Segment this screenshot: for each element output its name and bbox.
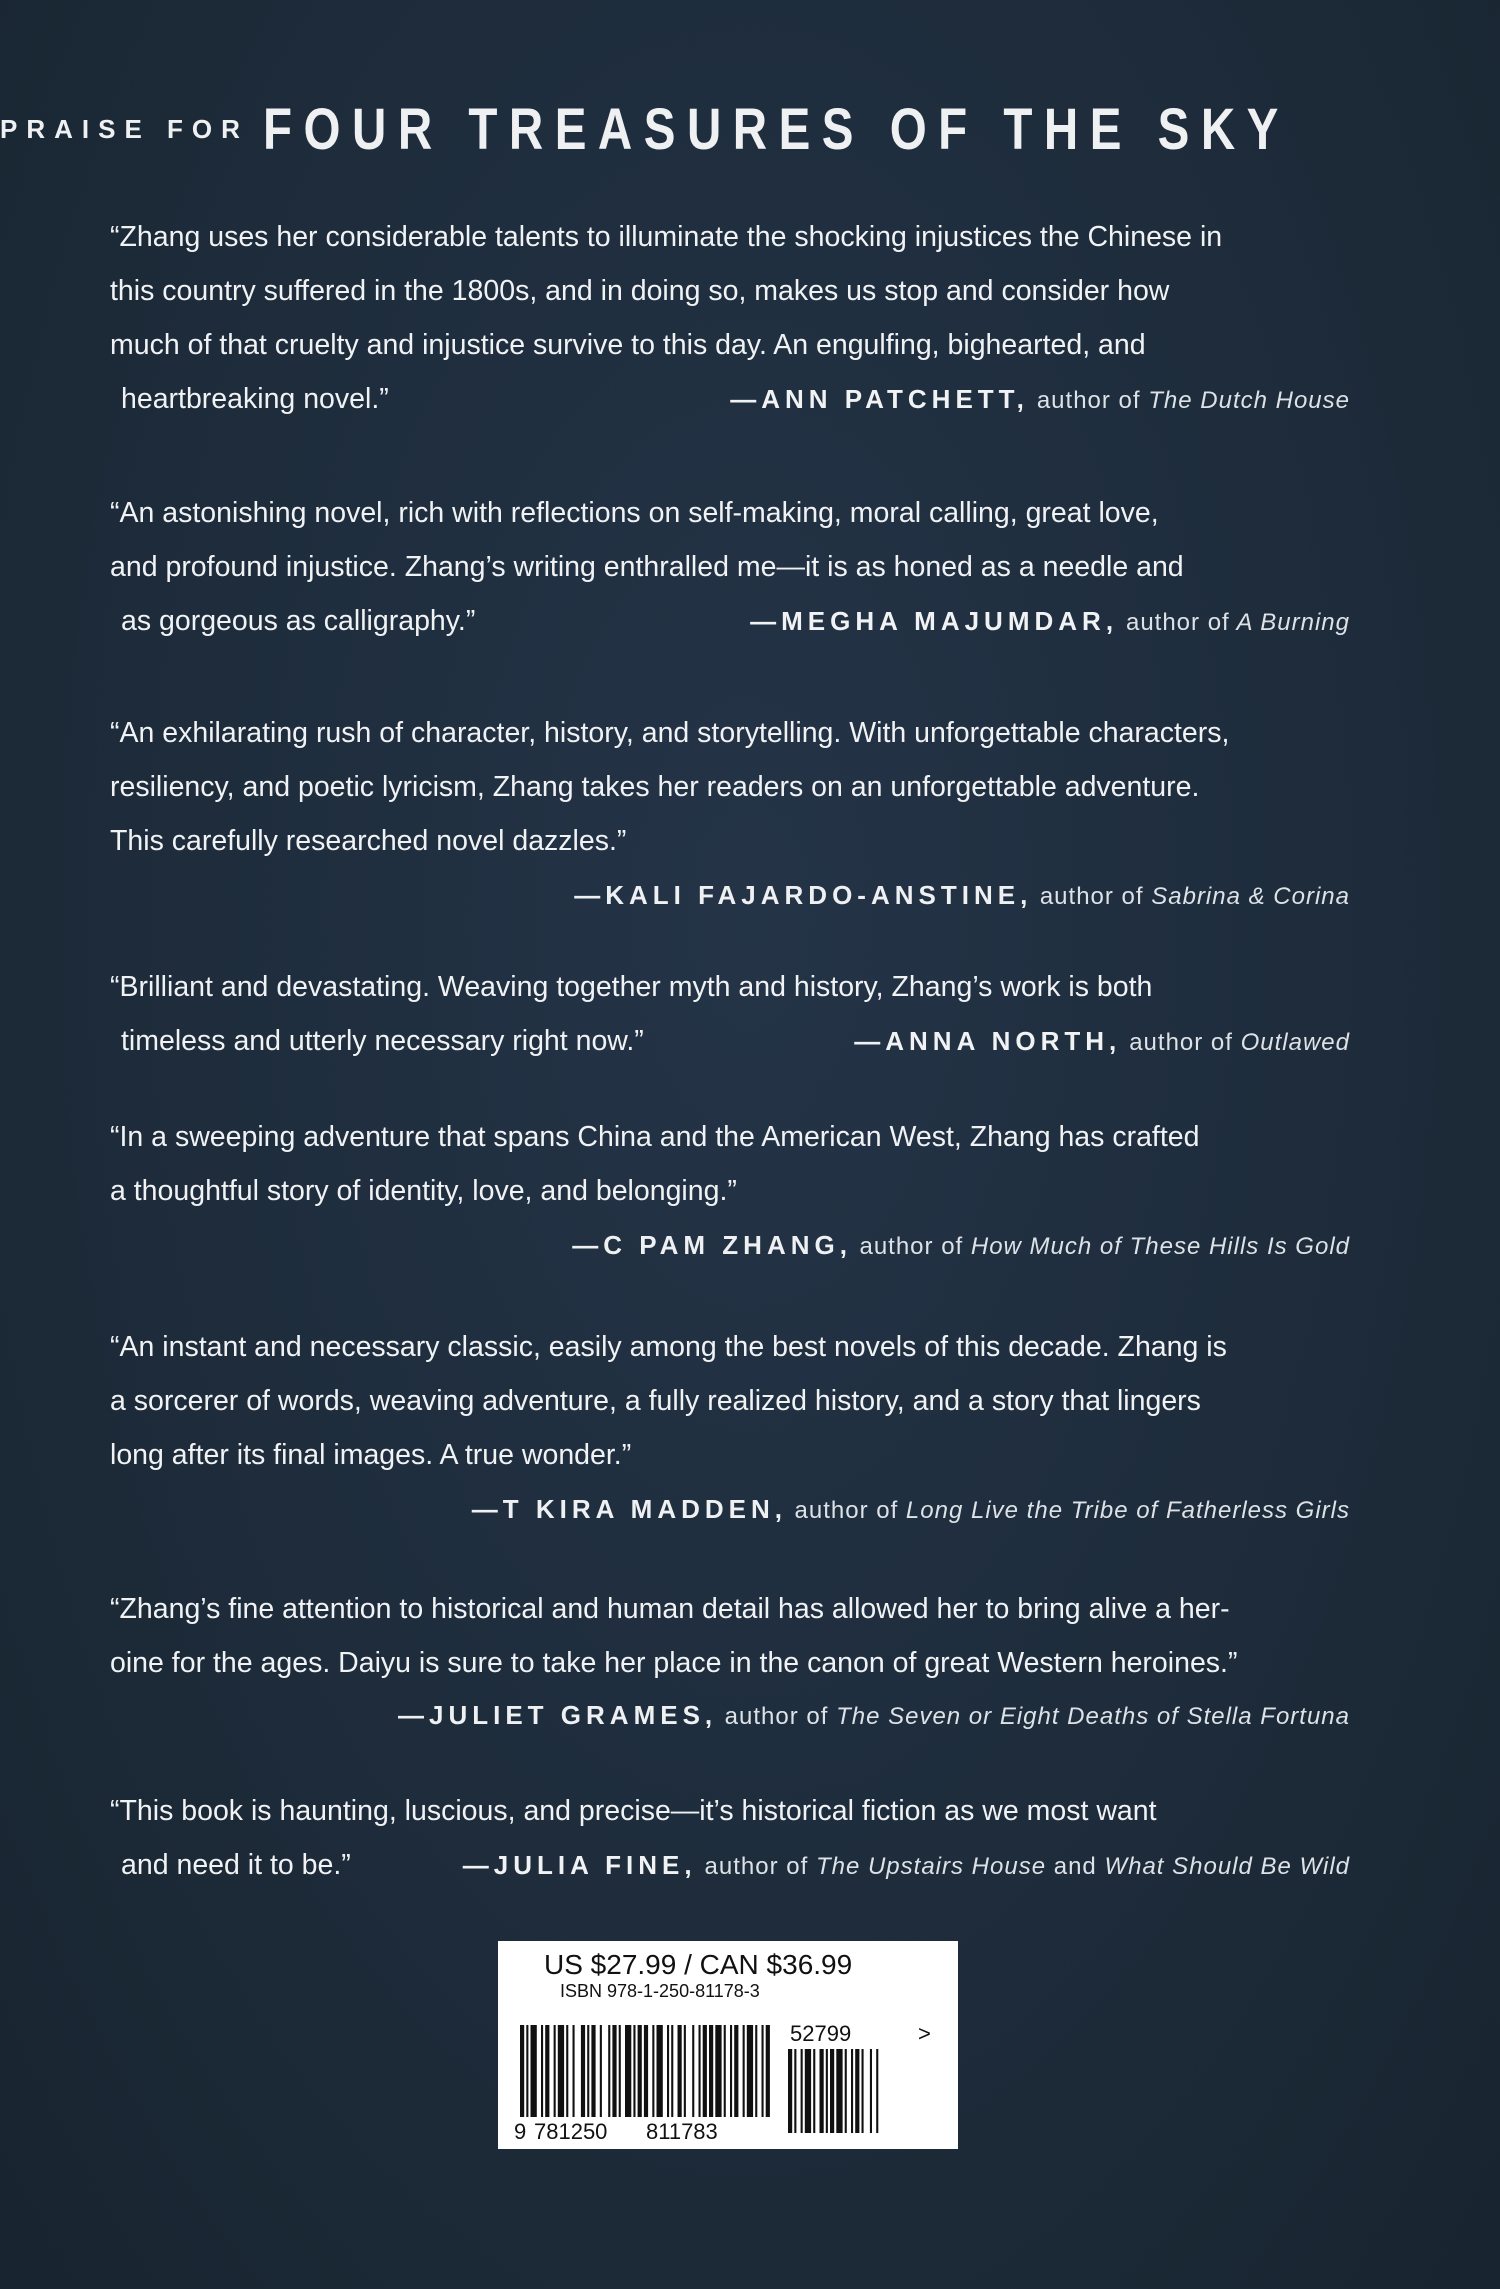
addon-bar <box>813 2049 815 2133</box>
barcode-bar <box>762 2025 764 2117</box>
quote-line: and need it to be.” <box>121 1849 351 1881</box>
barcode-bar <box>703 2025 707 2117</box>
blurb-attribution <box>110 868 1350 924</box>
blurb-attribution <box>854 1014 1350 1070</box>
praise-for-label: PRAISE FOR <box>0 114 249 144</box>
blurb-quote <box>110 706 1350 868</box>
author-credit <box>1037 387 1350 414</box>
barcode-bar <box>747 2025 753 2117</box>
addon-bar <box>794 2049 796 2133</box>
blurb-attribution <box>110 1688 1350 1744</box>
blurb-attribution <box>750 594 1350 650</box>
author-work: Outlawed <box>1240 1029 1350 1056</box>
quote-line: “Zhang uses her considerable talents to illuminate the shocking injustices the Chinese in <box>110 221 1223 253</box>
barcode-bar <box>692 2025 694 2117</box>
blurb-attribution <box>110 1218 1350 1274</box>
barcode-bar <box>699 2025 701 2117</box>
quote-line: “This book is haunting, luscious, and precise—it’s historical fiction as we most want <box>110 1795 1157 1827</box>
blurb-quote <box>110 960 1350 1070</box>
ean-first-digit: 9 <box>514 2119 527 2144</box>
barcode-bar <box>554 2025 556 2117</box>
author-of-label: author of <box>704 1853 809 1880</box>
quote-last-line <box>121 1014 1350 1070</box>
barcode-bar <box>715 2025 721 2117</box>
quote-line: a sorcerer of words, weaving adventure, a fully realized history, and a story that lingers <box>110 1385 1201 1417</box>
quote-last-line <box>121 1838 1350 1894</box>
quote-line: “Brilliant and devastating. Weaving together myth and history, Zhang’s work is both <box>110 971 1153 1003</box>
author-work: How Much of These Hills Is Gold <box>970 1233 1350 1260</box>
author-work-2: What Should Be Wild <box>1104 1853 1350 1880</box>
barcode-bar <box>730 2025 732 2117</box>
author-work: Long Live the Tribe of Fatherless Girls <box>905 1497 1350 1524</box>
barcode-bar <box>724 2025 726 2117</box>
barcode-bar <box>608 2025 610 2117</box>
author-name: —T KIRA MADDEN, <box>471 1494 787 1524</box>
author-name: —C PAM ZHANG, <box>572 1230 852 1260</box>
addon-bar <box>805 2049 811 2133</box>
barcode-bar <box>743 2025 745 2117</box>
quote-line: “An instant and necessary classic, easily among the best novels of this decade. Zhang is <box>110 1331 1227 1363</box>
author-credit <box>1129 1029 1350 1056</box>
author-name: —JULIET GRAMES, <box>398 1700 718 1730</box>
quote-line: timeless and utterly necessary right now.” <box>121 1025 644 1057</box>
addon-bar <box>830 2049 834 2133</box>
barcode-bar <box>766 2025 770 2117</box>
quote-line: “In a sweeping adventure that spans China and the American West, Zhang has crafted <box>110 1121 1200 1153</box>
barcode-bar <box>638 2025 642 2117</box>
addon-bar <box>855 2049 859 2133</box>
blurb-attribution <box>730 372 1350 428</box>
author-work: A Burning <box>1236 609 1350 636</box>
author-name: —KALI FAJARDO-ANSTINE, <box>574 880 1033 910</box>
barcode-bar <box>581 2025 585 2117</box>
barcode-bar <box>573 2025 575 2117</box>
and-label: and <box>1053 1853 1097 1880</box>
author-of-label: author of <box>1039 883 1144 910</box>
author-name: —JULIA FINE, <box>462 1850 697 1880</box>
author-of-label: author of <box>1129 1029 1233 1056</box>
addon-digits: 52799 <box>790 2021 852 2046</box>
isbn-text: ISBN 978-1-250-81178-3 <box>560 1981 760 2001</box>
barcode-bar <box>633 2025 635 2117</box>
barcode-bar <box>755 2025 757 2117</box>
blurb-julia-fine <box>110 1784 1350 1894</box>
quote-last-line <box>121 594 1350 650</box>
blurb-quote <box>110 1582 1350 1690</box>
quote-line: much of that cruelty and injustice survive to this day. An engulfing, bighearted, and <box>110 329 1146 361</box>
blurb-attribution <box>110 1482 1350 1538</box>
barcode-bar <box>520 2025 524 2117</box>
addon-bar <box>845 2049 847 2133</box>
author-work: The Upstairs House <box>815 1853 1047 1880</box>
addon-bar <box>801 2049 803 2133</box>
addon-bar <box>820 2049 824 2133</box>
quote-line: and profound injustice. Zhang’s writing enthralled me—it is as honed as a needle and <box>110 551 1184 583</box>
blurb-anna-north <box>110 960 1350 1070</box>
blurb-quote <box>110 1320 1350 1482</box>
barcode-bar <box>531 2025 537 2117</box>
addon-bar <box>862 2049 864 2133</box>
barcode-bar <box>541 2025 543 2117</box>
author-credit <box>705 1853 1350 1880</box>
barcode-bar <box>652 2025 654 2117</box>
blurb-quote <box>110 210 1350 428</box>
barcode-bar <box>558 2025 564 2117</box>
addon-bar <box>876 2049 878 2133</box>
author-credit <box>859 1233 1350 1260</box>
addon-arrow: > <box>918 2021 931 2046</box>
addon-bar <box>788 2049 792 2133</box>
blurb-attribution <box>463 1838 1350 1894</box>
barcode-bar <box>545 2025 549 2117</box>
barcode-bar <box>587 2025 589 2117</box>
author-of-label: author of <box>724 1703 829 1730</box>
barcode-bar <box>671 2025 673 2117</box>
barcode-bar <box>612 2025 616 2117</box>
barcode-bar <box>684 2025 686 2117</box>
blurb-megha-majumdar <box>110 486 1350 650</box>
ean-left-digits: 781250 <box>534 2119 608 2144</box>
author-of-label: author of <box>859 1233 964 1260</box>
author-name: —ANN PATCHETT, <box>730 384 1029 414</box>
blurb-quote <box>110 486 1350 650</box>
author-work: The Seven or Eight Deaths of Stella Fortuna <box>836 1703 1350 1730</box>
quote-line: heartbreaking novel.” <box>121 383 389 415</box>
barcode-bar <box>591 2025 595 2117</box>
author-work: Sabrina & Corina <box>1151 883 1350 910</box>
barcode-bar <box>644 2025 648 2117</box>
price-text: US $27.99 / CAN $36.99 <box>544 1949 853 1980</box>
barcode-bar <box>678 2025 682 2117</box>
quote-line: long after its final images. A true wonder.” <box>110 1439 632 1471</box>
quote-line: This carefully researched novel dazzles.” <box>110 825 627 857</box>
quote-line: resiliency, and poetic lyricism, Zhang takes her readers on an unforgettable adventure. <box>110 771 1200 803</box>
blurb-t-kira-madden <box>110 1320 1350 1538</box>
barcode-label <box>498 1941 958 2149</box>
quote-line: “An astonishing novel, rich with reflections on self-making, moral calling, great love, <box>110 497 1159 529</box>
author-of-label: author of <box>794 1497 899 1524</box>
blurb-juliet-grames <box>110 1582 1350 1744</box>
blurb-c-pam-zhang <box>110 1110 1350 1274</box>
author-credit <box>725 1703 1350 1730</box>
quote-line: a thoughtful story of identity, love, and belonging.” <box>110 1175 737 1207</box>
blurb-ann-patchett <box>110 210 1350 428</box>
barcode-bar <box>526 2025 528 2117</box>
barcode-bar <box>619 2025 621 2117</box>
blurb-quote <box>110 1110 1350 1218</box>
barcode-bar <box>566 2025 568 2117</box>
barcode-bar <box>657 2025 663 2117</box>
barcode-bar <box>734 2025 738 2117</box>
author-of-label: author of <box>1125 609 1230 636</box>
blurb-quote <box>110 1784 1350 1894</box>
quote-line: this country suffered in the 1800s, and in doing so, makes us stop and consider how <box>110 275 1170 307</box>
author-credit <box>1040 883 1350 910</box>
barcode-bar <box>667 2025 669 2117</box>
author-work: The Dutch House <box>1148 387 1350 414</box>
author-credit <box>795 1497 1350 1524</box>
barcode-bar <box>600 2025 602 2117</box>
barcode-bar <box>709 2025 713 2117</box>
barcode-bar <box>625 2025 631 2117</box>
quote-line: “An exhilarating rush of character, history, and storytelling. With unforgettable characters, <box>110 717 1230 749</box>
author-of-label: author of <box>1036 387 1141 414</box>
author-name: —ANNA NORTH, <box>854 1026 1122 1056</box>
quote-line: “Zhang’s fine attention to historical and human detail has allowed her to bring alive a her- <box>110 1593 1230 1625</box>
quote-line: as gorgeous as calligraphy.” <box>121 605 476 637</box>
praise-heading <box>0 96 1500 163</box>
author-credit <box>1126 609 1350 636</box>
addon-bar <box>826 2049 828 2133</box>
quote-last-line <box>121 372 1350 428</box>
quote-line: oine for the ages. Daiyu is sure to take her place in the canon of great Western heroines.” <box>110 1647 1238 1679</box>
author-name: —MEGHA MAJUMDAR, <box>750 606 1119 636</box>
addon-bar <box>851 2049 853 2133</box>
addon-bar <box>836 2049 842 2133</box>
addon-bar <box>870 2049 872 2133</box>
blurb-kali-fajardo-anstine <box>110 706 1350 924</box>
book-title: FOUR TREASURES OF THE SKY <box>263 97 1291 162</box>
ean-right-digits: 811783 <box>646 2119 718 2144</box>
